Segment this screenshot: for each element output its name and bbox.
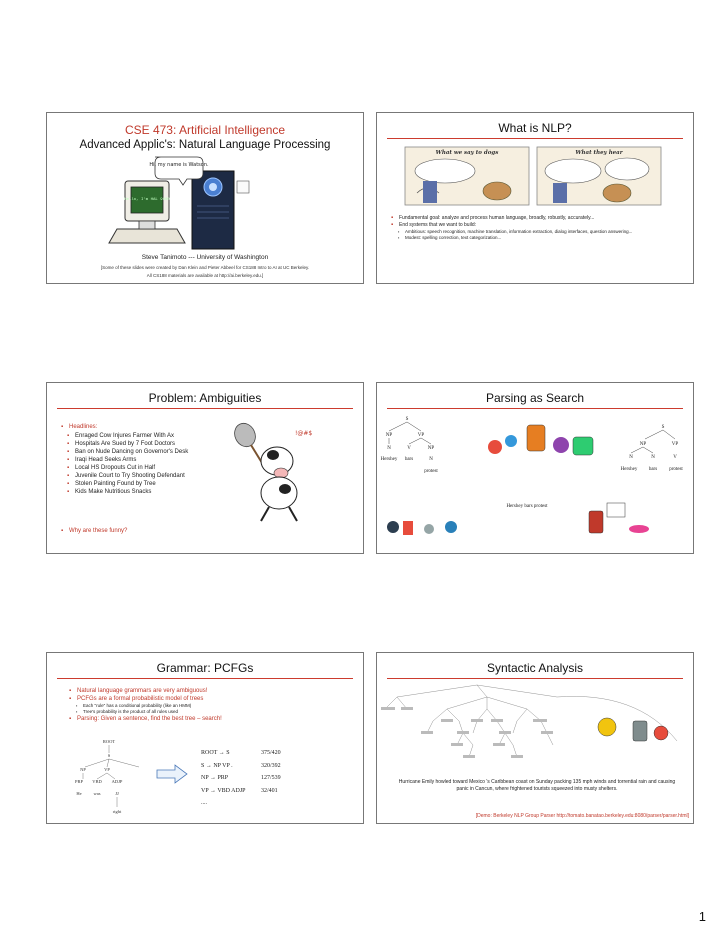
slide4-title: Parsing as Search bbox=[485, 391, 585, 405]
slide5-bullets bbox=[69, 687, 349, 723]
search-robots-illustration bbox=[387, 425, 649, 535]
hal-screen-text: Hello, I'm HAL 9000 bbox=[124, 198, 170, 202]
page-number: 1 bbox=[698, 909, 706, 924]
headline: ▪ Kids Make Nutritious Snacks bbox=[67, 488, 241, 496]
pcfg-he: He bbox=[76, 791, 82, 796]
sub-bullet: ▪ Ambitious: speech recognition, machine translation, information extraction, dialog interfaces, question answering... bbox=[391, 229, 685, 235]
tree-right-hershey: Hershey bbox=[620, 467, 638, 472]
question-list bbox=[61, 527, 241, 535]
slide6-title: Syntactic Analysis bbox=[486, 661, 584, 675]
rule-text: S → NP VP . bbox=[201, 762, 233, 769]
tree-left bbox=[381, 417, 439, 474]
cow-with-axe-illustration bbox=[233, 417, 323, 527]
tree-right-protest: protest bbox=[669, 467, 683, 472]
tree-right-vp: VP bbox=[671, 442, 679, 447]
sub-bullet: ▪ Modest: spelling correction, text categorization... bbox=[391, 235, 685, 241]
tree-right-n1: N bbox=[629, 455, 633, 460]
headline: ▪ Local HS Dropouts Cut in Half bbox=[67, 464, 241, 472]
title-underline bbox=[387, 408, 683, 409]
tree-left-protest: protest bbox=[424, 469, 438, 474]
pcfg-rules bbox=[201, 747, 281, 810]
headline: ▪ Enraged Cow Injures Farmer With Ax bbox=[67, 432, 241, 440]
middle-phrase: Hershey bars protest bbox=[506, 504, 548, 509]
headlines-list bbox=[61, 423, 241, 496]
tree-left-n2: N bbox=[429, 457, 433, 462]
bullet: ▪ End systems that we want to build: bbox=[391, 222, 685, 229]
pcfg-adjp: ADJP bbox=[111, 779, 123, 784]
rule-row bbox=[201, 785, 281, 798]
headline: ▪ Stolen Painting Found by Tree bbox=[67, 480, 241, 488]
slide2-title: What is NLP? bbox=[498, 121, 572, 135]
slide-1 bbox=[46, 112, 364, 284]
sub-bullet: ▪ Each "rule" has a conditional probability (like an HMM) bbox=[69, 703, 349, 709]
slide1-title: CSE 473: Artificial Intelligence bbox=[124, 123, 286, 137]
slide-3 bbox=[46, 382, 364, 554]
robots-illustration bbox=[598, 718, 668, 741]
tree-left-root: S bbox=[405, 417, 409, 422]
tree-right bbox=[621, 425, 684, 472]
slide6-caption: Hurricane Emily howled toward Mexico 's Caribbean coast on Sunday packing 135 mph winds and torrential rain and causing panic in Cancun, where frightened tourists squeezed into musty shelters. bbox=[398, 779, 676, 792]
rule-row bbox=[201, 760, 281, 773]
rule-prob: 320/392 bbox=[261, 762, 281, 769]
bullet: ▪ Natural language grammars are very ambiguous! bbox=[69, 687, 349, 695]
tree-left-hershey: Hershey bbox=[380, 457, 398, 462]
pcfg-root: ROOT bbox=[102, 739, 116, 744]
rule-text: ROOT → S bbox=[201, 750, 230, 756]
pcfg-was: was bbox=[93, 791, 101, 796]
cartoon-right-label: What they hear bbox=[575, 150, 623, 156]
rule-prob: 375/420 bbox=[261, 750, 281, 756]
tree-right-bars: bars bbox=[648, 467, 658, 472]
bullet: ▪ Parsing: Given a sentence, find the best tree – search! bbox=[69, 715, 349, 723]
tree-left-np2: NP bbox=[427, 446, 435, 451]
rule-text: NP → PRP bbox=[201, 775, 229, 781]
parse-trees bbox=[377, 411, 694, 551]
slide2-bullets bbox=[391, 215, 685, 241]
slide5-title: Grammar: PCFGs bbox=[156, 661, 254, 675]
tree-left-v: V bbox=[407, 446, 411, 451]
watson-hal-illustration bbox=[47, 153, 364, 263]
rule-row bbox=[201, 797, 281, 810]
rule-row bbox=[201, 772, 281, 785]
headline: ▪ Hospitals Are Sued by 7 Foot Doctors bbox=[67, 440, 241, 448]
sub-bullet: ▪ Tree's probability is the product of all rules used bbox=[69, 709, 349, 715]
rule-prob: 32/401 bbox=[261, 787, 278, 794]
pcfg-vp: VP bbox=[104, 767, 110, 772]
headline: ▪ Juvenile Court to Try Shooting Defendant bbox=[67, 472, 241, 480]
slide6-demo-link[interactable]: [Demo: Berkeley NLP Group Parser http://tomato.banatao.berkeley.edu:8080/parser/parser.html] bbox=[475, 813, 689, 819]
pcfg-jj: JJ bbox=[115, 791, 119, 796]
svg-text:!@#$: !@#$ bbox=[295, 430, 313, 437]
pcfg-np: NP bbox=[80, 767, 86, 772]
rule-row bbox=[201, 747, 281, 760]
slide-5 bbox=[46, 652, 364, 824]
syntactic-parse-tree bbox=[377, 681, 694, 771]
speech-bubble-text bbox=[149, 162, 209, 168]
rule-prob: 127/539 bbox=[261, 775, 281, 781]
arrow-icon bbox=[155, 763, 189, 785]
tree-left-bars: bars bbox=[404, 457, 414, 462]
pcfg-s: S bbox=[107, 753, 111, 758]
title-underline bbox=[57, 678, 353, 679]
title-underline bbox=[387, 138, 683, 139]
rule-text: VP → VBD ADJP bbox=[201, 787, 246, 794]
slide-2 bbox=[376, 112, 694, 284]
tree-right-n2: N bbox=[651, 455, 655, 460]
headline: ▪ Iraqi Head Seeks Arms bbox=[67, 456, 241, 464]
rule-text: .... bbox=[201, 800, 207, 806]
title-underline bbox=[57, 408, 353, 409]
pcfg-prp: PRP bbox=[74, 779, 84, 784]
pcfg-vbd: VBD bbox=[92, 779, 102, 784]
tree-right-v: V bbox=[673, 455, 677, 460]
slide3-title: Problem: Ambiguities bbox=[148, 391, 262, 405]
bubble-line: Hi, my name is Watson. bbox=[149, 162, 209, 168]
pcfg-parse-tree bbox=[69, 737, 169, 824]
bullet: ▪ PCFGs are a formal probabilistic model of trees bbox=[69, 695, 349, 703]
question: ▪ Why are these funny? bbox=[61, 527, 241, 535]
bullet: ▪ Fundamental goal: analyze and process human language, broadly, robustly, accurately... bbox=[391, 215, 685, 222]
slide-4 bbox=[376, 382, 694, 554]
slide1-note-1: [Some of these slides were created by Dan Klein and Pieter Abbeel for CS188 Intro to AI at UC Berkeley. bbox=[100, 265, 310, 270]
title-underline bbox=[387, 678, 683, 679]
tree-left-vp: VP bbox=[417, 433, 425, 438]
pcfg-right: right bbox=[112, 809, 122, 814]
dogs-cartoon bbox=[377, 143, 694, 209]
slide1-note-2: All CS188 materials are available at http://ai.berkeley.edu.] bbox=[146, 273, 264, 278]
slide-6 bbox=[376, 652, 694, 824]
tree-left-np: NP bbox=[385, 433, 393, 438]
cartoon-left-label: What we say to dogs bbox=[435, 150, 499, 156]
tree-right-np: NP bbox=[639, 442, 647, 447]
headlines-label: ▪ Headlines: bbox=[61, 423, 241, 431]
tree-left-n: N bbox=[387, 446, 391, 451]
slide1-subtitle: Advanced Applic's: Natural Language Processing bbox=[79, 139, 331, 151]
headline: ▪ Ban on Nude Dancing on Governor's Desk bbox=[67, 448, 241, 456]
tree-right-root: S bbox=[661, 425, 665, 430]
slide1-author: Steve Tanimoto --- University of Washington bbox=[141, 254, 269, 261]
